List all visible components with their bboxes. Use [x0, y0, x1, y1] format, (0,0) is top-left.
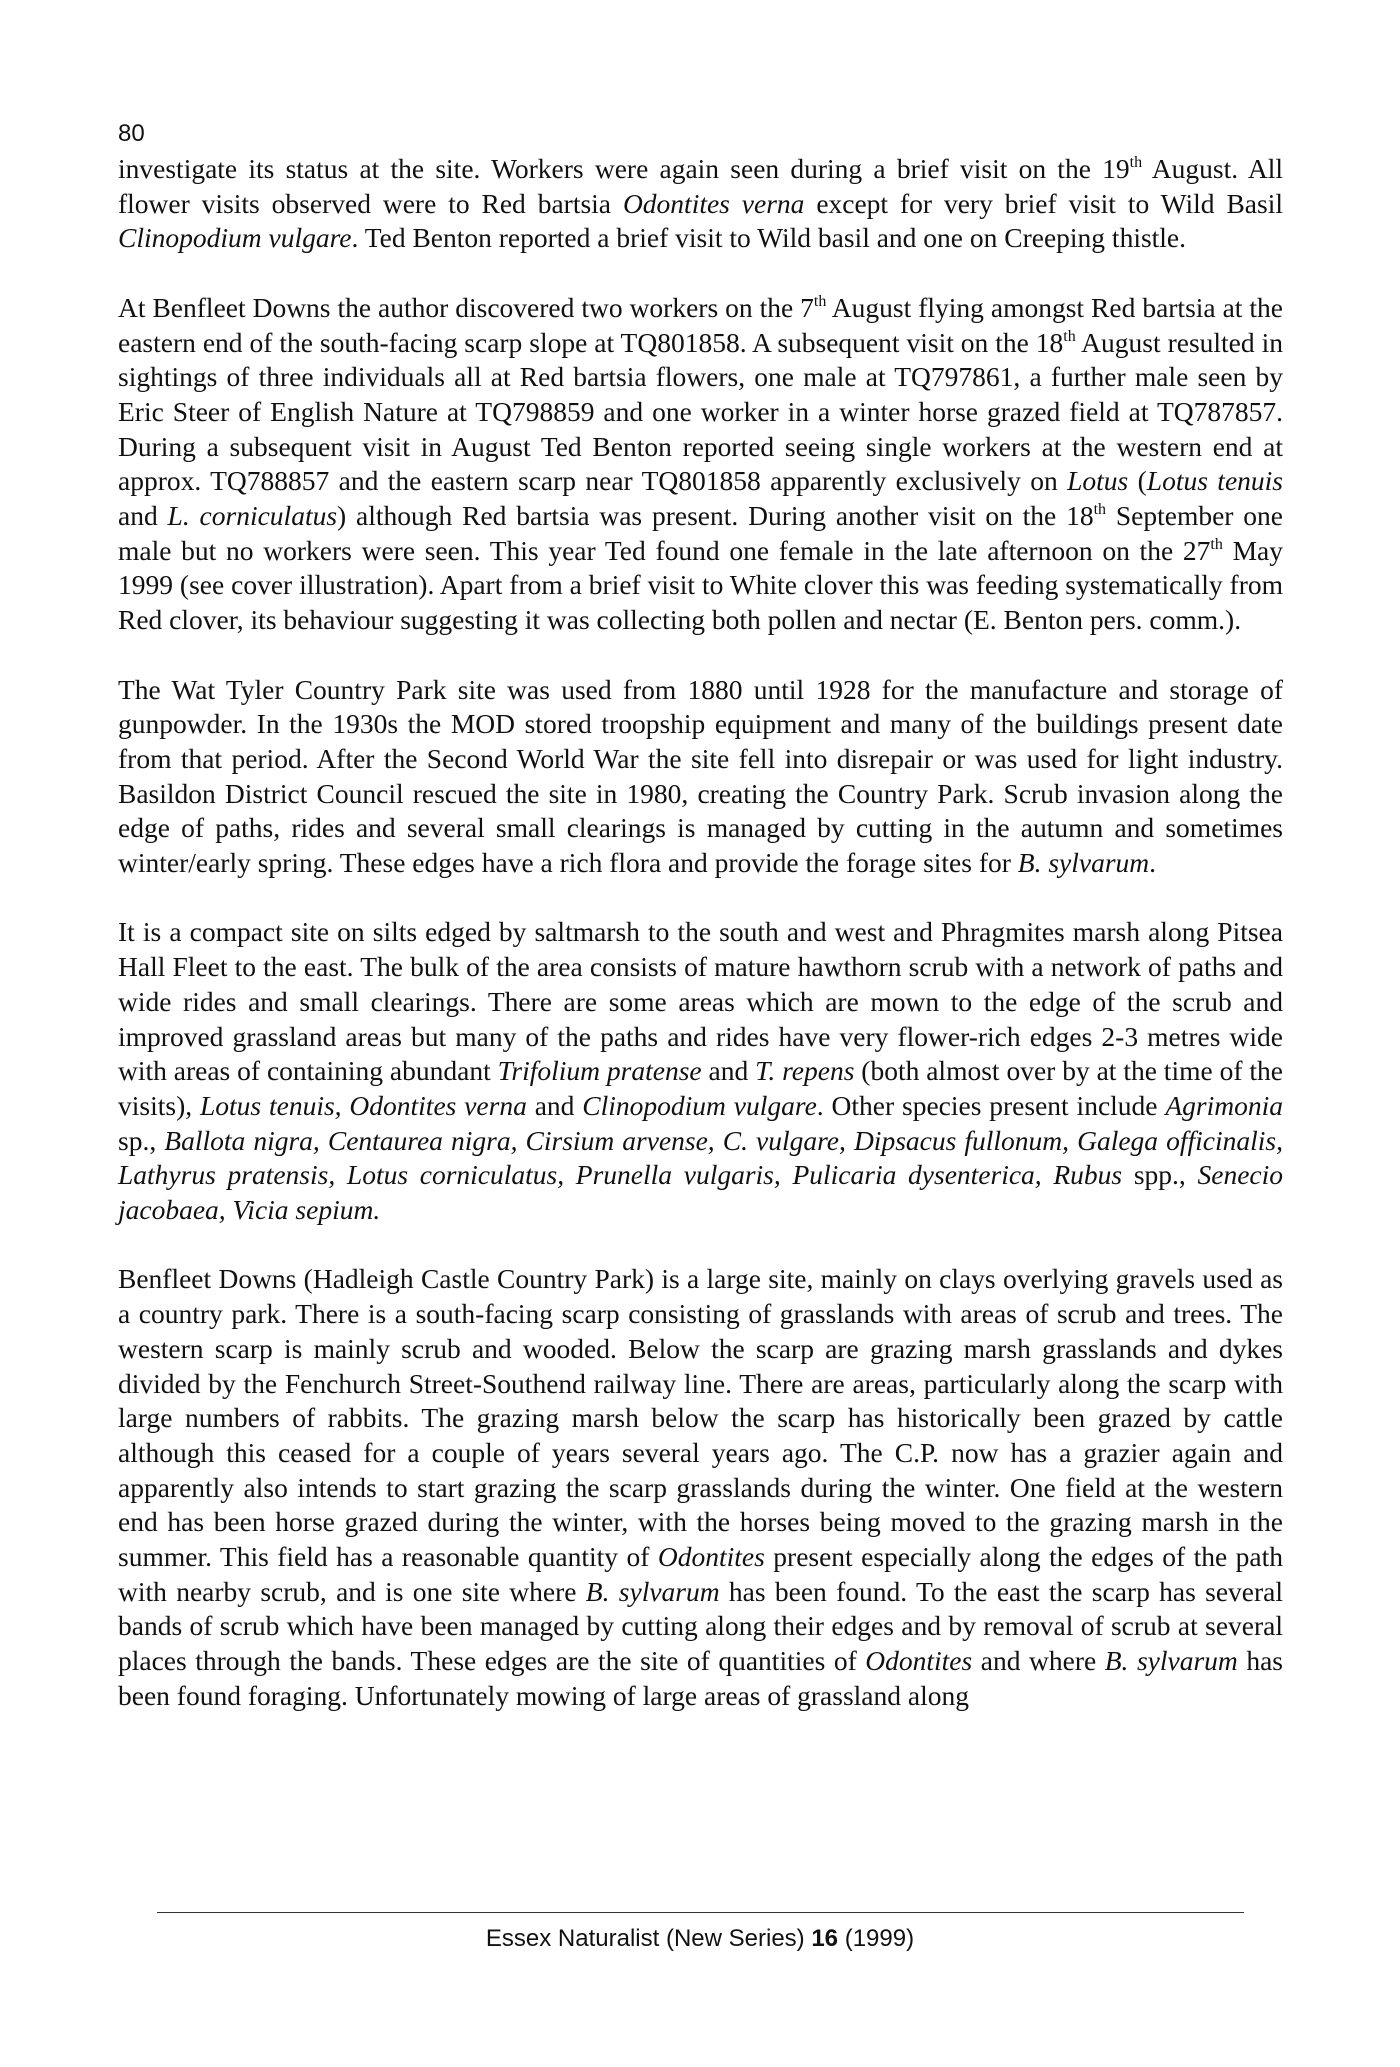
italic-term: Ballota nigra, Centaurea nigra, Cirsium arvense, C. vulgare, Dipsacus fullonum, Galega officinalis, Lathyrus pratensis, Lotus corniculatus, Prunella vulgaris, Pulicaria dysenterica, Rubus [118, 1124, 1284, 1191]
italic-term: Clinopodium vulgare [118, 222, 352, 254]
footer-journal-title: Essex Naturalist (New Series) [485, 1925, 805, 1952]
paragraph: At Benfleet Downs the author discovered two workers on the 7th August flying amongst Red bartsia at the eastern end of the south-facing scarp slope at TQ801858. A subsequent visit on the 18th August resulted in sightings of three individuals all at Red bartsia flowers, one male at TQ797861, a further male seen by Eric Steer of English Nature at TQ798859 and one worker in a winter horse grazed field at TQ787857. During a subsequent visit in August Ted Benton reported seeing single workers at the western end at approx. TQ788857 and the eastern scarp near TQ801858 apparently exclusively on Lotus (Lotus tenuis and L. corniculatus) although Red bartsia was present. During another visit on the 18th September one male but no workers were seen. This year Ted found one female in the late afternoon on the 27th May 1999 (see cover illustration). Apart from a brief visit to White clover this was feeding systematically from Red clover, its behaviour suggesting it was collecting both pollen and nectar (E. Benton pers. comm.). [118, 291, 1283, 636]
italic-term: Lotus tenuis [1146, 465, 1283, 497]
paragraph: It is a compact site on silts edged by saltmarsh to the south and west and Phragmites marsh along Pitsea Hall Fleet to the east. The bulk of the area consists of mature hawthorn scrub with a network of paths and wide rides and small clearings. There are some areas which are mown to the edge of the scrub and improved grassland areas but many of the paths and rides have very flower-rich edges 2-3 metres wide with areas of containing abundant Trifolium pratense and T. repens (both almost over by at the time of the visits), Lotus tenuis, Odontites verna and Clinopodium vulgare. Other species present include Agrimonia sp., Ballota nigra, Centaurea nigra, Cirsium arvense, C. vulgare, Dipsacus fullonum, Galega officinalis, Lathyrus pratensis, Lotus corniculatus, Prunella vulgaris, Pulicaria dysenterica, Rubus spp., Senecio jacobaea, Vicia sepium. [118, 916, 1284, 1226]
italic-term: B. sylvarum [1017, 847, 1150, 879]
italic-term: B. sylvarum [1104, 1645, 1238, 1677]
italic-term: Clinopodium vulgare [582, 1089, 817, 1121]
paragraph: Benfleet Downs (Hadleigh Castle Country Park) is a large site, mainly on clays overlying gravels used as a country park. There is a south-facing scarp consisting of grasslands with areas of scrub and trees. The western scarp is mainly scrub and wooded. Below the scarp are grazing marsh grasslands and dykes divided by the Fenchurch Street-Southend railway line. There are areas, particularly along the scarp with large numbers of rabbits. The grazing marsh below the scarp has historically been grazed by cattle although this ceased for a couple of years several years ago. The C.P. now has a grazier again and apparently also intends to start grazing the scarp grasslands during the winter. One field at the western end has been horse grazed during the winter, with the horses being moved to the grazing marsh in the summer. This field has a reasonable quantity of Odontites present especially along the edges of the path with nearby scrub, and is one site where B. sylvarum has been found. To the east the scarp has several bands of scrub which have been managed by cutting along their edges and by removal of scrub at several places through the bands. These edges are the site of quantities of Odontites and where B. sylvarum has been found foraging. Unfortunately mowing of large areas of grassland along [118, 1263, 1283, 1711]
italic-term: Odontites verna [622, 187, 805, 219]
footer-year: (1999) [844, 1925, 915, 1952]
italic-term: L. corniculatus [167, 500, 338, 532]
paragraph: The Wat Tyler Country Park site was used from 1880 until 1928 for the manufacture and storage of gunpowder. In the 1930s the MOD stored troopship equipment and many of the buildings present date from that period. After the Second World War the site fell into disrepair or was used for light industry. Basildon District Council rescued the site in 1980, creating the Country Park. Scrub invasion along the edge of paths, rides and several small clearings is managed by cutting in the autumn and sometimes winter/early spring. These edges have a rich flora and provide the forage sites for B. sylvarum. [118, 673, 1283, 879]
ordinal-suffix: th [813, 292, 827, 310]
italic-term: Agrimonia [1165, 1089, 1284, 1121]
italic-term: Senecio jacobaea, Vicia sepium. [118, 1159, 1283, 1226]
ordinal-suffix: th [1129, 154, 1143, 171]
italic-term: Odontites [657, 1541, 765, 1573]
ordinal-suffix: th [1210, 535, 1223, 553]
italic-term: B. sylvarum [585, 1575, 720, 1607]
italic-term: Trifolium pratense [497, 1055, 702, 1087]
page-footer [0, 1925, 1400, 1953]
paragraph: investigate its status at the site. Workers were again seen during a brief visit on the 19th August. All flower visits observed were to Red bartsia Odontites verna except for very brief visit to Wild Basil Clinopodium vulgare. Ted Benton reported a brief visit to Wild basil and one on Creeping thistle. [118, 153, 1283, 254]
italic-term: Lotus tenuis, Odontites verna [199, 1089, 527, 1121]
body-text [118, 152, 1283, 1714]
ordinal-suffix: th [1063, 327, 1076, 345]
italic-term: Lotus [1067, 465, 1129, 497]
footer-volume: 16 [811, 1925, 839, 1952]
italic-term: Odontites [865, 1645, 973, 1677]
page-number: 80 [118, 120, 145, 147]
italic-term: T. repens [755, 1055, 855, 1087]
ordinal-suffix: th [1093, 501, 1107, 519]
footer-divider [157, 1912, 1244, 1913]
